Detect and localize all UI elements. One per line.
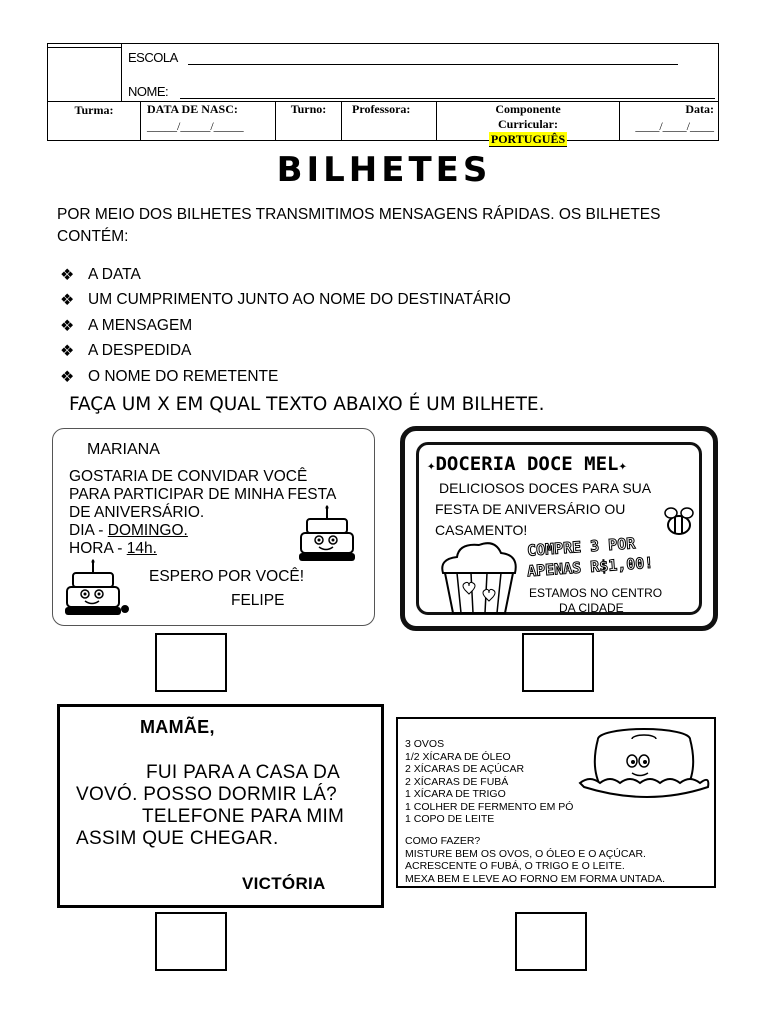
- intro-text: POR MEIO DOS BILHETES TRANSMITIMOS MENSAGENS RÁPIDAS. OS BILHETES CONTÉM:: [57, 206, 661, 245]
- instruction: FAÇA UM X EM QUAL TEXTO ABAIXO É UM BILHETE.: [69, 394, 545, 415]
- componente-cell: [437, 102, 620, 146]
- data-nasc-blank: _____/_____/_____: [147, 119, 244, 133]
- ingredient: 2 XÍCARAS DE FUBÁ: [405, 775, 509, 788]
- escola-label: ESCOLA: [128, 50, 178, 65]
- ingredient: 2 XÍCARAS DE AÇÚCAR: [405, 763, 525, 775]
- bullet-list: [60, 262, 511, 390]
- componente-label: Componente: [495, 102, 561, 116]
- header-table: [47, 43, 719, 146]
- list-item: [60, 313, 511, 339]
- step: ACRESCENTE O FUBÁ, O TRIGO E O LEITE.: [405, 860, 625, 872]
- list-item: [60, 262, 511, 288]
- card1-closing: ESPERO POR VOCÊ!: [149, 568, 305, 585]
- step: MEXA BEM E LEVE AO FORNO EM FORMA UNTADA.: [405, 872, 666, 885]
- answer-box-4[interactable]: [515, 912, 587, 971]
- recipe-card: [396, 717, 716, 888]
- birthday-cake-icon: [297, 505, 357, 563]
- card1-signature: FELIPE: [231, 592, 285, 609]
- card1-line: PARA PARTICIPAR DE MINHA FESTA: [69, 486, 337, 503]
- professora-cell[interactable]: [342, 102, 437, 141]
- answer-box-3[interactable]: [155, 912, 227, 971]
- data-nasc-label: DATA DE NASC:: [147, 102, 238, 116]
- curricular-label: Curricular:: [498, 117, 558, 131]
- list-item: [60, 364, 511, 390]
- card3-line: TELEFONE PARA MIM: [142, 806, 345, 827]
- card3-line: FUI PARA A CASA DA: [146, 762, 341, 783]
- list-item-label: UM CUMPRIMENTO JUNTO AO NOME DO DESTINATÁRIO: [88, 291, 511, 309]
- cupcake-icon: [435, 535, 525, 615]
- card3-signature: VICTÓRIA: [242, 874, 326, 893]
- card1-recipient: MARIANA: [87, 441, 160, 458]
- list-item: [60, 288, 511, 314]
- answer-box-2[interactable]: [522, 633, 594, 692]
- ad-line: FESTA DE ANIVERSÁRIO OU: [435, 501, 626, 517]
- ingredient: 3 OVOS: [405, 738, 445, 750]
- ad-title-text: DOCERIA DOCE MEL: [435, 453, 619, 475]
- card3-line: ASSIM QUE CHEGAR.: [76, 828, 279, 849]
- ad-title: [427, 453, 627, 475]
- diamond-bullet-icon: ❖: [60, 368, 75, 386]
- turma-cell[interactable]: [48, 102, 141, 141]
- data-cell[interactable]: [620, 102, 718, 141]
- list-item: [60, 339, 511, 365]
- how-title: COMO FAZER?: [405, 835, 481, 847]
- ingredient: 1 COPO DE LEITE: [405, 813, 495, 825]
- ad-line: DELICIOSOS DOCES PARA SUA: [439, 480, 652, 496]
- step: MISTURE BEM OS OVOS, O ÓLEO E O AÇÚCAR.: [405, 847, 646, 860]
- diamond-bullet-icon: ❖: [60, 317, 75, 335]
- list-item-label: A DATA: [88, 265, 141, 283]
- card1-day: [69, 522, 188, 540]
- invitation-card: [52, 428, 375, 626]
- sparkle-icon: ✦: [427, 458, 436, 474]
- ad-promo: COMPRE 3 POR: [526, 534, 636, 560]
- photo-box: [48, 44, 122, 101]
- bundt-cake-icon: [576, 725, 712, 803]
- divider: [48, 47, 122, 48]
- turma-label: Turma:: [74, 103, 114, 117]
- data-blank: ____/____/____: [635, 119, 714, 133]
- ad-line: CASAMENTO!: [435, 522, 528, 538]
- list-item-label: A DESPEDIDA: [88, 342, 192, 360]
- data-nasc-cell[interactable]: [141, 102, 276, 141]
- bilhete-card: [57, 704, 384, 908]
- birthday-cake-icon: [63, 559, 129, 619]
- data-label: Data:: [685, 102, 714, 116]
- turno-cell[interactable]: [276, 102, 342, 141]
- hora-label: HORA -: [69, 540, 123, 557]
- diamond-bullet-icon: ❖: [60, 343, 75, 361]
- bee-icon: [659, 501, 699, 541]
- turno-label: Turno:: [290, 102, 327, 116]
- dia-label: DIA -: [69, 522, 104, 539]
- header-info-row: [48, 101, 718, 146]
- ad-location: ESTAMOS NO CENTRO: [529, 586, 663, 600]
- ad-location: DA CIDADE: [559, 601, 624, 615]
- sparkle-icon: ✦: [618, 458, 627, 474]
- nome-field[interactable]: [180, 98, 715, 99]
- card3-line: VOVÓ. POSSO DORMIR LÁ?: [76, 784, 338, 805]
- diamond-bullet-icon: ❖: [60, 292, 75, 310]
- escola-field[interactable]: [188, 64, 678, 65]
- diamond-bullet-icon: ❖: [60, 266, 75, 284]
- ad-promo: APENAS R$1,00!: [526, 553, 654, 581]
- componente-value: PORTUGUÊS: [490, 132, 566, 146]
- card1-hour: [69, 540, 157, 558]
- page-title: BILHETES: [276, 150, 492, 190]
- nome-label: NOME:: [128, 84, 169, 99]
- ingredient: 1 XÍCARA DE TRIGO: [405, 788, 506, 800]
- card3-recipient: MAMÃE,: [140, 717, 215, 737]
- ingredient: 1 COLHER DE FERMENTO EM PÓ: [405, 800, 574, 813]
- list-item-label: O NOME DO REMETENTE: [88, 367, 279, 385]
- card1-line: DE ANIVERSÁRIO.: [69, 504, 205, 521]
- answer-box-1[interactable]: [155, 633, 227, 692]
- professora-label: Professora:: [352, 102, 411, 116]
- ad-frame: [416, 442, 702, 615]
- ingredient: 1/2 XÍCARA DE ÓLEO: [405, 750, 511, 763]
- list-item-label: A MENSAGEM: [88, 316, 193, 334]
- hora-value: 14h.: [126, 540, 157, 557]
- card1-line: GOSTARIA DE CONVIDAR VOCÊ: [69, 468, 308, 485]
- dia-value: DOMINGO.: [107, 522, 188, 539]
- doceria-ad-card: [400, 426, 718, 631]
